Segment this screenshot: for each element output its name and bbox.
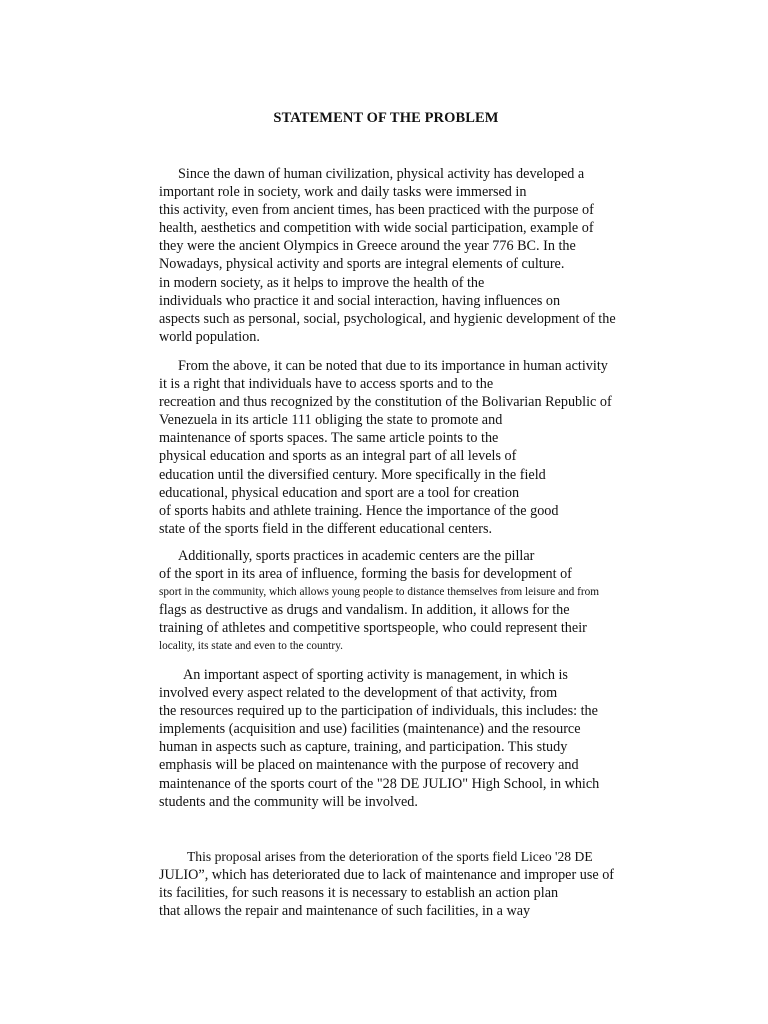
text-line: Since the dawn of human civilization, physical activity has developed a <box>178 166 585 182</box>
text-line: maintenance of sports spaces. The same article points to the <box>159 430 499 447</box>
text-line: individuals who practice it and social interaction, having influences on <box>159 292 561 309</box>
text-line: that allows the repair and maintenance of such facilities, in a way <box>159 903 531 920</box>
page-title: STATEMENT OF THE PROBLEM <box>273 110 499 126</box>
text-line: in modern society, as it helps to improve the health of the <box>159 274 485 291</box>
text-line: JULIO”, which has deteriorated due to lack of maintenance and improper use of <box>159 867 615 884</box>
text-line: of the sport in its area of influence, forming the basis for development of <box>159 566 572 583</box>
paragraph-rights <box>159 357 679 538</box>
text-line: this activity, even from ancient times, has been practiced with the purpose of <box>159 202 594 219</box>
text-line: physical education and sports as an integral part of all levels of <box>159 448 517 465</box>
text-line: From the above, it can be noted that due to its importance in human activity <box>178 358 608 374</box>
text-line: its facilities, for such reasons it is necessary to establish an action plan <box>159 885 559 902</box>
paragraph-proposal <box>159 848 679 920</box>
text-line: An important aspect of sporting activity is management, in which is <box>183 667 568 683</box>
text-line: the resources required up to the participation of individuals, this includes: the <box>159 703 598 720</box>
text-line: aspects such as personal, social, psychological, and hygienic development of the <box>159 310 616 327</box>
text-line: education until the diversified century. More specifically in the field <box>159 466 546 483</box>
text-line: flags as destructive as drugs and vandalism. In addition, it allows for the <box>159 602 570 619</box>
text-line: sport in the community, which allows young people to distance themselves from leisure and from <box>159 586 600 599</box>
text-line: implements (acquisition and use) facilities (maintenance) and the resource <box>159 721 581 738</box>
text-line: emphasis will be placed on maintenance with the purpose of recovery and <box>159 757 579 774</box>
text-line: important role in society, work and daily tasks were immersed in <box>159 184 527 201</box>
text-line: Additionally, sports practices in academic centers are the pillar <box>178 548 535 564</box>
text-line: it is a right that individuals have to access sports and to the <box>159 376 494 393</box>
text-line: recreation and thus recognized by the constitution of the Bolivarian Republic of <box>159 394 612 411</box>
text-line: educational, physical education and sport are a tool for creation <box>159 484 520 501</box>
paragraph-origins <box>159 165 679 346</box>
text-line: health, aesthetics and competition with wide social participation, example of <box>159 220 594 237</box>
text-line: training of athletes and competitive sportspeople, who could represent their <box>159 620 587 637</box>
text-line: state of the sports field in the different educational centers. <box>159 520 493 537</box>
paragraph-management <box>159 666 679 811</box>
text-line: of sports habits and athlete training. Hence the importance of the good <box>159 502 559 519</box>
text-line: students and the community will be involved. <box>159 793 418 810</box>
text-line: involved every aspect related to the development of that activity, from <box>159 685 558 702</box>
text-line: human in aspects such as capture, training, and participation. This study <box>159 739 568 756</box>
text-line: Venezuela in its article 111 obliging the state to promote and <box>159 412 503 429</box>
text-line: locality, its state and even to the country. <box>159 640 343 653</box>
text-line: This proposal arises from the deterioration of the sports field Liceo '28 DE <box>187 849 593 864</box>
text-line: Nowadays, physical activity and sports are integral elements of culture. <box>159 256 565 273</box>
text-line: world population. <box>159 328 260 345</box>
text-line: they were the ancient Olympics in Greece around the year 776 BC. In the <box>159 238 576 255</box>
text-line: maintenance of the sports court of the "28 DE JULIO" High School, in which <box>159 775 600 792</box>
paragraph-academic-centers <box>159 547 679 656</box>
